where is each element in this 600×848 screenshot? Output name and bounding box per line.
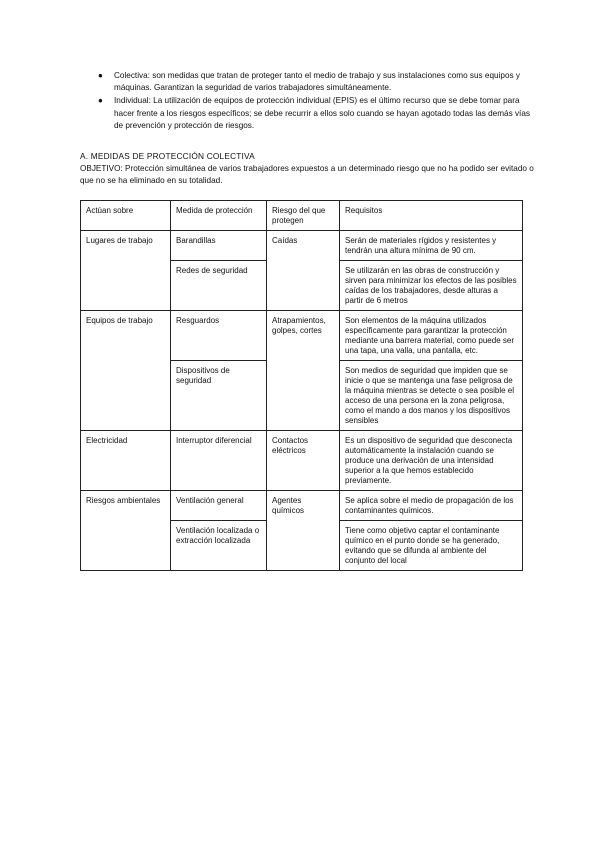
bullet-text: Colectiva: son medidas que tratan de proteger tanto el medio de trabajo y sus instalaciones como sus equipos y máquinas. Garantizan la seguridad de varios trabajadores simultáneamente. xyxy=(114,71,520,93)
cell-measure: Barandillas xyxy=(171,231,267,261)
cell-requirements: Son medios de seguridad que impiden que se inicie o que se mantenga una fase peligrosa de la máquina mientras se detecte o sea posible el acceso de una persona en la zona peligrosa, como el mando a dos manos y los dispositivos sensibles xyxy=(340,361,523,431)
bullet-item-individual xyxy=(80,95,530,132)
table-row xyxy=(81,231,523,261)
cell-measure: Resguardos xyxy=(171,311,267,361)
cell-requirements: Se aplica sobre el medio de propagación de los contaminantes químicos. xyxy=(340,491,523,521)
table-header-row xyxy=(81,201,523,231)
cell-measure: Ventilación general xyxy=(171,491,267,521)
cell-acts-on: Electricidad xyxy=(81,431,171,491)
cell-risk: Atrapamientos, golpes, cortes xyxy=(267,311,340,431)
cell-risk: Caídas xyxy=(267,231,340,311)
cell-acts-on: Riesgos ambientales xyxy=(81,491,171,571)
cell-acts-on: Lugares de trabajo xyxy=(81,231,171,311)
section-heading: A. MEDIDAS DE PROTECCIÓN COLECTIVA xyxy=(80,151,255,161)
table-row xyxy=(81,491,523,521)
cell-requirements: Tiene como objetivo captar el contaminante químico en el punto donde se ha generado, evitando que se difunda al ambiente del conjunto del local xyxy=(340,521,523,571)
cell-measure: Interruptor diferencial xyxy=(171,431,267,491)
bullet-list xyxy=(80,70,530,133)
table-row xyxy=(81,311,523,361)
cell-measure: Dispositivos de seguridad xyxy=(171,361,267,431)
objective-paragraph: OBJETIVO: Protección simultánea de varios trabajadores expuestos a un determinado riesgo que no ha podido ser evitado o que no se ha eliminado en su totalidad. xyxy=(80,164,534,185)
cell-acts-on: Equipos de trabajo xyxy=(81,311,171,431)
header-risk: Riesgo del que protegen xyxy=(267,201,340,231)
cell-risk: Agentes químicos xyxy=(267,491,340,571)
header-measure: Medida de protección xyxy=(171,201,267,231)
cell-requirements: Serán de materiales rígidos y resistentes y tendrán una altura mínima de 90 cm. xyxy=(340,231,523,261)
cell-requirements: Es un dispositivo de seguridad que desconecta automáticamente la instalación cuando se produce una derivación de una intensidad superior a la que hemos establecido previamente. xyxy=(340,431,523,491)
bullet-text: Individual: La utilización de equipos de protección individual (EPIS) es el último recurso que se debe tomar para hacer frente a los riesgos específicos; se debe recurrir a ellos solo cuando se hayan agotado todas las demás vías de prevención y protección de riesgos. xyxy=(114,96,530,130)
bullet-dot-icon: ● xyxy=(98,71,103,80)
cell-measure: Redes de seguridad xyxy=(171,261,267,311)
table-row xyxy=(81,431,523,491)
cell-risk: Contactos eléctricos xyxy=(267,431,340,491)
cell-measure: Ventilación localizada o extracción localizada xyxy=(171,521,267,571)
cell-requirements: Se utilizarán en las obras de construcción y sirven para minimizar los efectos de las posibles caídas de los trabajadores, desde alturas a partir de 6 metros xyxy=(340,261,523,311)
bullet-dot-icon: ● xyxy=(98,96,103,106)
header-acts-on: Actúan sobre xyxy=(81,201,171,231)
protection-measures-table xyxy=(80,200,523,571)
cell-requirements: Son elementos de la máquina utilizados específicamente para garantizar la protección mediante una barrera material, como puede ser una tapa, una valla, una pantalla, etc. xyxy=(340,311,523,361)
bullet-item-collective xyxy=(80,70,530,94)
header-requirements: Requisitos xyxy=(340,201,523,231)
